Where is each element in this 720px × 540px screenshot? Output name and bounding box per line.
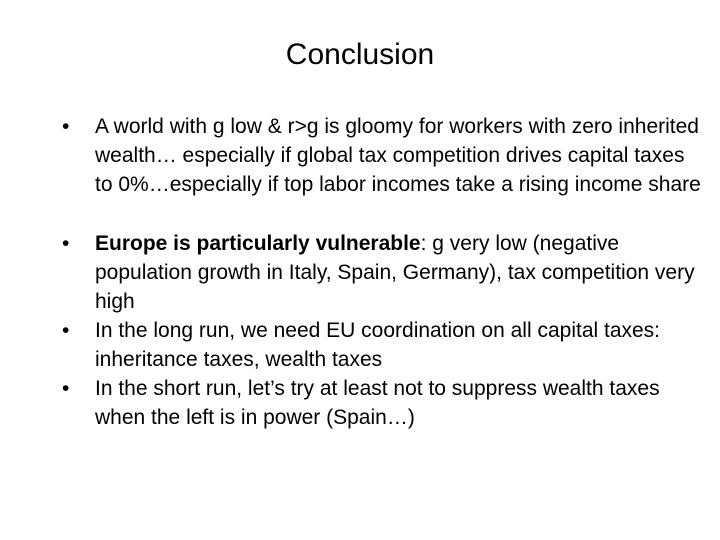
bullet-text: A world with g low & r>g is gloomy for workers with zero inherited wealth… especially if global tax competition drives capital taxes to 0%…especially if top labor incomes take a rising income share xyxy=(95,115,701,196)
bullet-text: : g very low (negative population growth in Italy, Spain, Germany), tax competition very high xyxy=(95,232,695,313)
bullet-dot-icon: • xyxy=(62,377,70,400)
bullet-text: In the short run, let’s try at least not to suppress wealth taxes when the left is in power (Spain…) xyxy=(95,377,660,429)
bullet-dot-icon: • xyxy=(62,232,70,255)
bullet-text: In the long run, we need EU coordination on all capital taxes: inheritance taxes, wealth taxes xyxy=(95,319,661,371)
bullet-dot-icon: • xyxy=(62,115,70,138)
bullet-dot-icon: • xyxy=(62,319,70,342)
bullet-item-europe-vulnerable xyxy=(62,229,702,316)
bullet-item-short-run xyxy=(62,374,702,432)
bullet-bold-text: Europe is particularly vulnerable xyxy=(95,232,421,255)
slide-title: Conclusion xyxy=(285,38,435,71)
bullet-list xyxy=(62,112,702,432)
bullet-item-world-gloomy xyxy=(62,112,702,199)
bullet-item-long-run xyxy=(62,316,702,374)
